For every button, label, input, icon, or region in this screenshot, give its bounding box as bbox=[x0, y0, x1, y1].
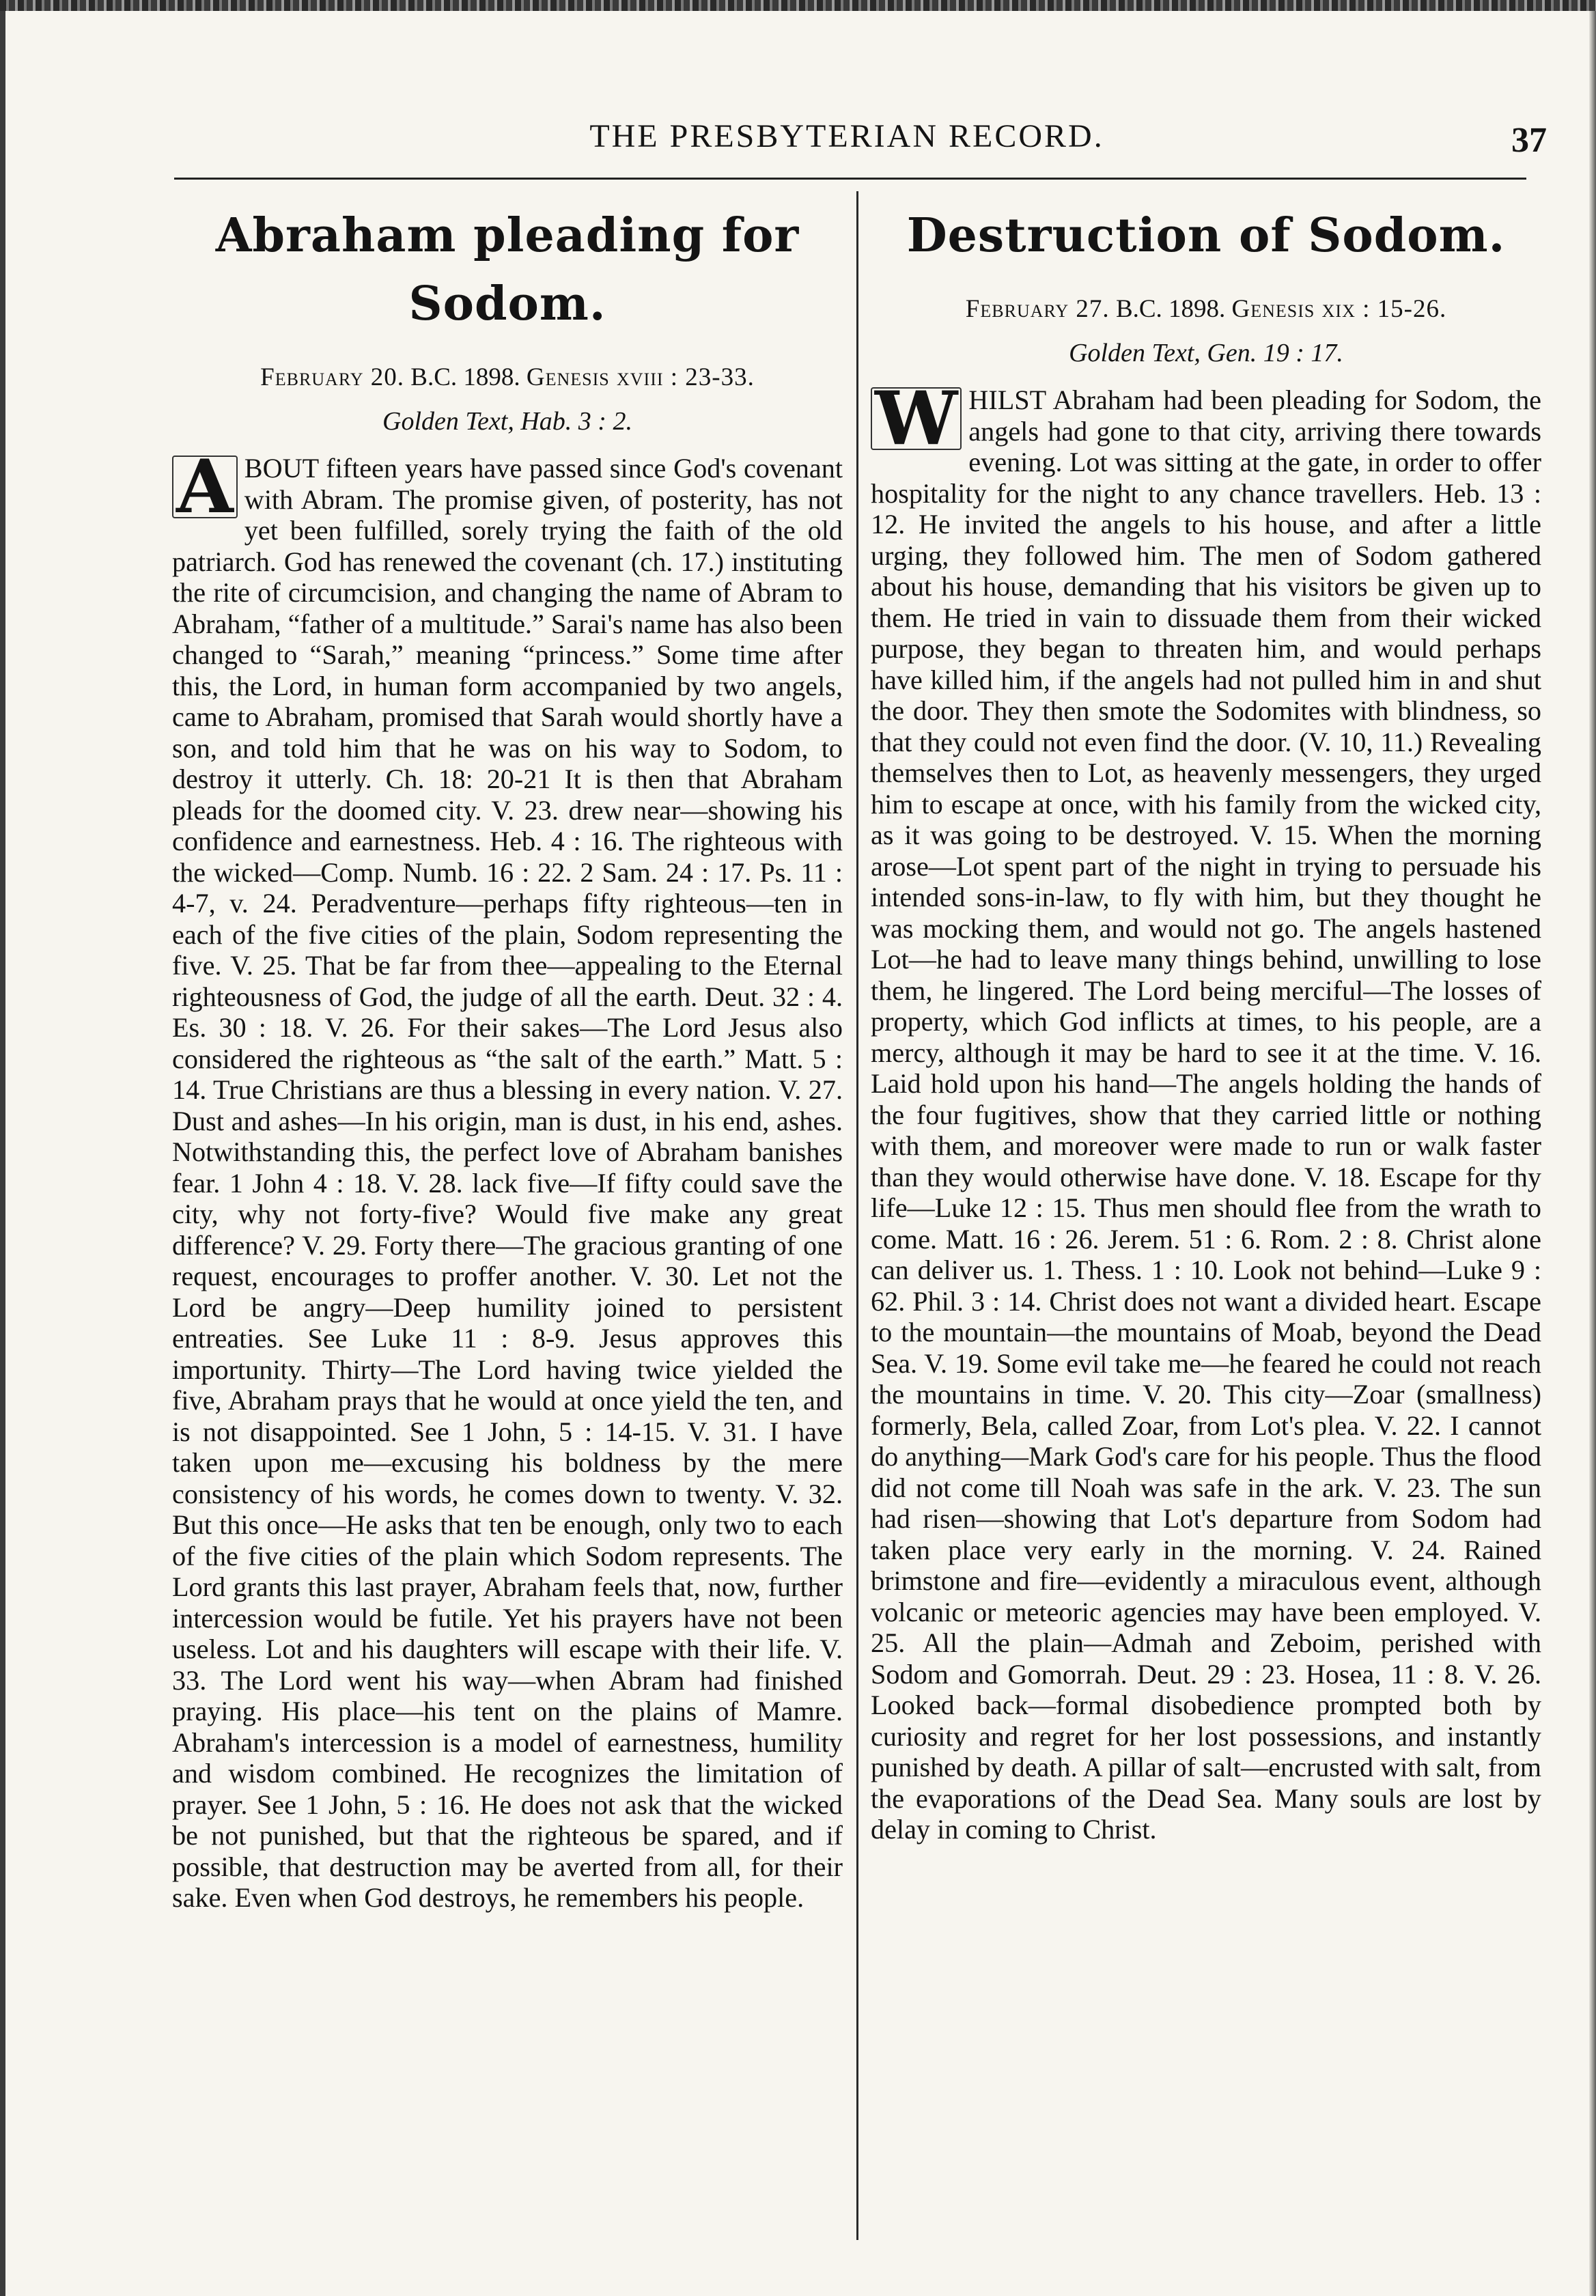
lesson-meta bbox=[172, 359, 843, 397]
lesson-column-right bbox=[871, 201, 1541, 2264]
drop-cap: A bbox=[172, 456, 238, 518]
journal-title: THE PRESBYTERIAN RECORD. bbox=[589, 118, 1104, 154]
lesson-column-left bbox=[172, 201, 843, 2264]
page-header bbox=[174, 117, 1547, 165]
lesson-year: B.C. 1898. bbox=[410, 363, 520, 391]
golden-text: Golden Text, Hab. 3 : 2. bbox=[382, 407, 632, 436]
page-number: 37 bbox=[1511, 121, 1547, 160]
column-divider bbox=[856, 191, 858, 2240]
lesson-title: Destruction of Sodom. bbox=[906, 208, 1506, 263]
scan-left-edge bbox=[0, 11, 5, 2296]
lesson-text: BOUT fifteen years have passed since God's covenant with Abram. The promise given, of posterity, has not yet been fulfilled, sorely trying the faith of the old patriarch. God has renewed the covenant (ch. 17.) instituting the rite of circumcision, and changing the name of Abram to Abraham, “father of a multitude.” Sarai's name has also been changed to “Sarah,” meaning “princess.” Some time after this, the Lord, in human form accompanied by two angels, came to Abraham, promised that Sarah would shortly have a son, and told him that he was on his way to Sodom, to destroy it utterly. Ch. 18: 20-21 It is then that Abraham pleads for the doomed city. V. 23. drew near—showing his confidence and earnestness. Heb. 4 : 16. The righteous with the wicked—Comp. Numb. 16 : 22. 2 Sam. 24 : 17. Ps. 11 : 4-7, v. 24. Peradventure—perhaps fifty righteous—ten in each of the five cities of the plain, Sodom representing the five. V. 25. That be far from thee—appealing to the Eternal righteousness of God, the judge of all the earth. Deut. 32 : 4. Es. 30 : 18. V. 26. For their sakes—The Lord Jesus also considered the righteous as “the salt of the earth.” Matt. 5 : 14. True Christians are thus a blessing in every nation. V. 27. Dust and ashes—In his origin, man is dust, in his end, ashes. Notwithstanding this, the perfect love of Abraham banishes fear. 1 John 4 : 18. V. 28. lack five—If fifty could save the city, why not forty-five? Would five make any great difference? V. 29. Forty there—The gracious granting of one request, encourages to proffer another. V. 30. Let not the Lord be angry—Deep humility joined to persistent entreaties. See Luke 11 : 8-9. Jesus approves this importunity. Thirty—The Lord having twice yielded the five, Abraham prays that he would at once yield the ten, and is not disappointed. See 1 John, 5 : 14-15. V. 31. I have taken upon me—excusing his boldness by the mere consistency of his words, he comes down to twenty. V. 32. But this once—He asks that ten be enough, only two to each of the five cities of the plain which Sodom represents. The Lord grants this last prayer, Abraham feels that, now, further intercession would be futile. Yet his prayers have not been useless. Lot and his daughters will escape with their life. V. 33. The Lord went his way—when Abram had finished praying. His place—his tent on the plains of Mamre. Abraham's intercession is a model of earnestness, humility and wisdom combined. He recognizes the limitation of prayer. See 1 John, 5 : 16. He does not ask that the wicked be not punished, but that the righteous be spared, and if possible, that destruction may be averted from all, for their sake. Even when God destroys, he remembers his people. bbox=[172, 453, 843, 1913]
lesson-date: February 20. bbox=[260, 363, 405, 391]
scan-top-edge bbox=[0, 0, 1596, 11]
lesson-meta bbox=[871, 290, 1541, 328]
lesson-date: February 27. bbox=[965, 295, 1110, 323]
golden-text: Golden Text, Gen. 19 : 17. bbox=[1069, 339, 1343, 367]
lesson-reference: Genesis xix : 15-26. bbox=[1231, 295, 1447, 323]
lesson-body bbox=[172, 444, 843, 1914]
lesson-text: HILST Abraham had been pleading for Sodom, the angels had gone to that city, arriving there towards evening. Lot was sitting at the gate, in order to offer hospitality for the night to any chance travellers. Heb. 13 : 12. He invited the angels to his house, and after a little urging, they followed him. The men of Sodom gathered about his house, demanding that his visitors be given up to them. He tried in vain to dissuade them from their wicked purpose, they began to threaten him, and would perhaps have killed him, if the angels had not pulled him in and shut the door. They then smote the Sodomites with blindness, so that they could not even find the door. (V. 10, 11.) Revealing themselves then to Lot, as heavenly messengers, they urged him to escape at once, with his family from the wicked city, as it was going to be destroyed. V. 15. When the morning arose—Lot spent part of the night in trying to persuade his intended sons-in-law, to fly with him, but they thought he was mocking them, and would not go. The angels hastened Lot—he had to leave many things behind, unwilling to lose them, he lingered. The Lord being merciful—The losses of property, which God inflicts at times, to his people, are a mercy, although it may be hard to see it at the time. V. 16. Laid hold upon his hand—The angels holding the hands of the four fugitives, show that they carried little or nothing with them, and moreover were made to run or walk faster than they would otherwise have done. V. 18. Escape for thy life—Luke 12 : 15. Thus men should flee from the wrath to come. Matt. 16 : 26. Jerem. 51 : 6. Rom. 2 : 8. Christ alone can deliver us. 1. Thess. 1 : 10. Look not behind—Luke 9 : 62. Phil. 3 : 14. Christ does not want a divided heart. Escape to the mountain—the mountains of Moab, beyond the Dead Sea. V. 19. Some evil take me—he feared he could not reach the mountains in time. V. 20. This city—Zoar (smallness) formerly, Bela, called Zoar, from Lot's plea. V. 22. I cannot do anything—Mark God's care for his people. Thus the flood did not come till Noah was safe in the ark. V. 23. The sun had risen—showing that Lot's departure from Sodom had taken place very early in the morning. V. 24. Rained brimstone and fire—evidently a miraculous event, although volcanic or meteoric agencies may have been employed. V. 25. All the plain—Admah and Zeboim, perished with Sodom and Gomorrah. Deut. 29 : 23. Hosea, 11 : 8. V. 26. Looked back—formal disobedience prompted both by curiosity and regret for her lost possessions, and instantly punished by death. A pillar of salt—encrusted with salt, from the evaporations of the Dead Sea. Many souls are lost by delay in coming to Christ. bbox=[871, 384, 1541, 1845]
header-rule bbox=[174, 178, 1526, 180]
drop-cap: W bbox=[871, 387, 962, 450]
scan-right-edge bbox=[1589, 11, 1596, 2296]
lesson-title: Abraham pleading for Sodom. bbox=[215, 208, 800, 331]
lesson-reference: Genesis xviii : 23-33. bbox=[526, 363, 755, 391]
lesson-body bbox=[871, 376, 1541, 1845]
lesson-year: B.C. 1898. bbox=[1115, 295, 1226, 323]
